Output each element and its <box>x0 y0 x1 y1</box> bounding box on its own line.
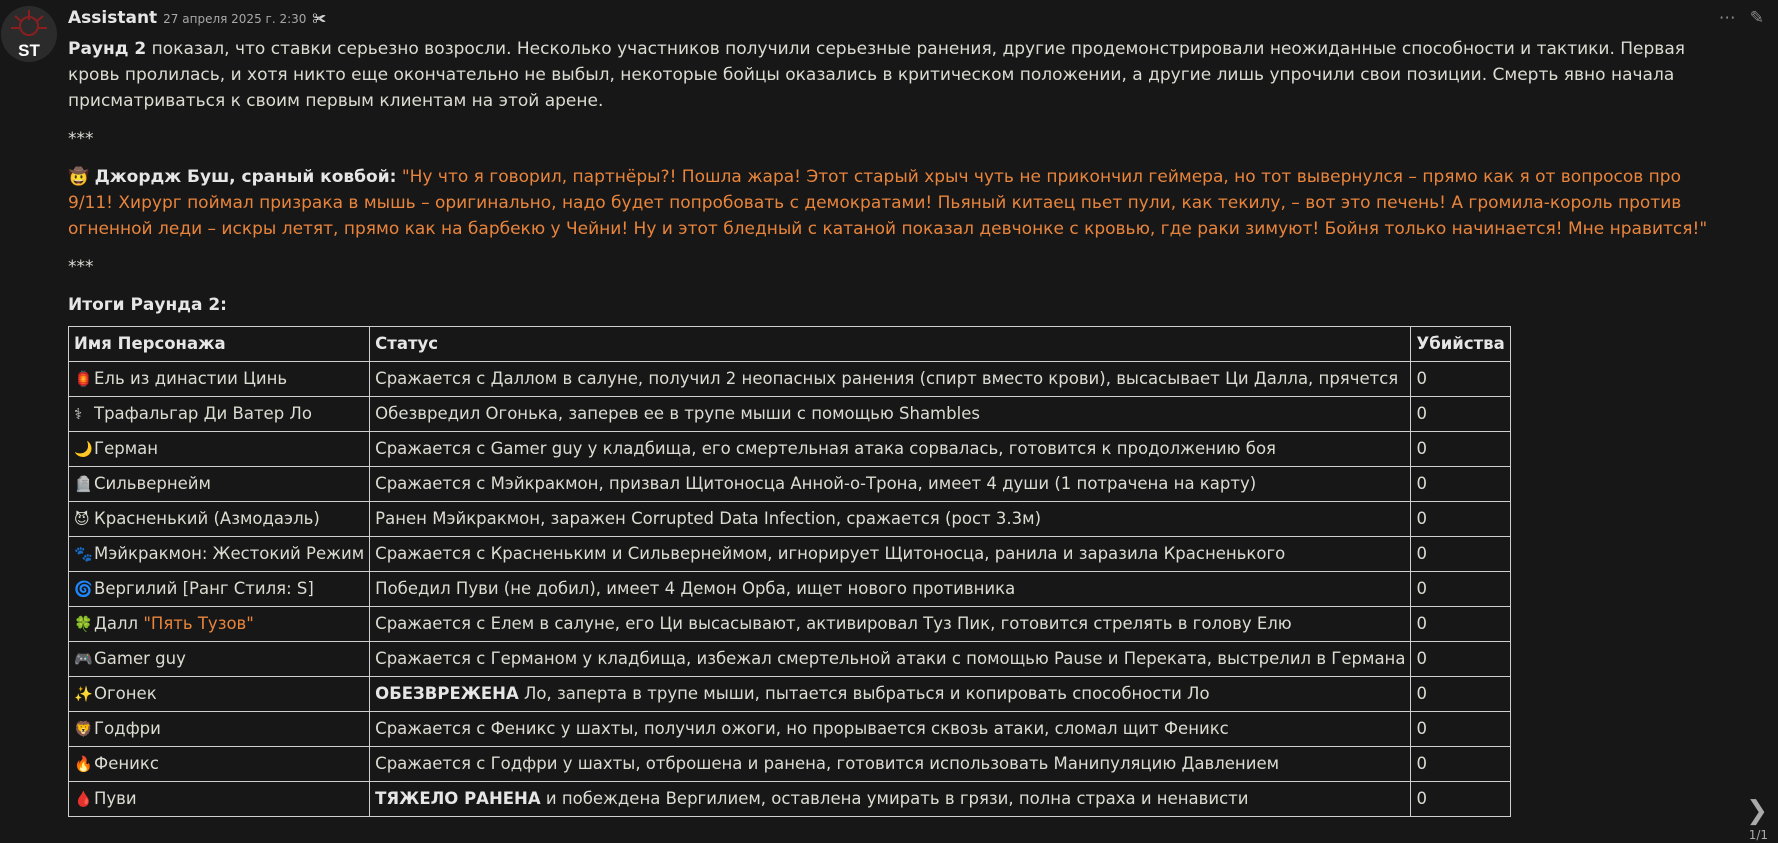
character-name-cell <box>69 642 370 677</box>
character-name: Сильвернейм <box>94 474 211 493</box>
table-row <box>69 502 1511 537</box>
character-name: Вергилий [Ранг Стиля: S] <box>94 579 314 598</box>
status-cell <box>370 607 1411 642</box>
message-body <box>68 36 1708 817</box>
status-cell <box>370 467 1411 502</box>
cowboy-icon: 🤠 <box>68 167 90 187</box>
kills-cell: 0 <box>1411 607 1510 642</box>
avatar[interactable] <box>1 6 57 62</box>
table-row <box>69 432 1511 467</box>
status-text: Сражается с Gamer guy у кладбища, его смертельная атака сорвалась, готовится к продолжению боя <box>375 439 1276 458</box>
header-character-name: Имя Персонажа <box>69 327 370 362</box>
character-name: Gamer guy <box>94 649 186 668</box>
commentator-name: Джордж Буш, сраный ковбой: <box>94 167 397 187</box>
table-row <box>69 782 1511 817</box>
character-name-cell <box>69 747 370 782</box>
message-tools <box>1719 8 1764 28</box>
character-icon: 🪦 <box>74 475 93 493</box>
table-row <box>69 677 1511 712</box>
kills-cell: 0 <box>1411 362 1510 397</box>
status-text: Сражается с Мэйкракмон, призвал Щитоносца Анной-о-Трона, имеет 4 души (1 потрачена на карту) <box>375 474 1257 493</box>
header-kills: Убийства <box>1411 327 1510 362</box>
table-row <box>69 572 1511 607</box>
status-text: Победил Пуви (не добил), имеет 4 Демон Орба, ищет нового противника <box>375 579 1016 598</box>
edit-icon[interactable]: ✎ <box>1749 8 1764 28</box>
character-name: Мэйкракмон: Жестокий Режим <box>94 544 365 563</box>
status-text: Ло, заперта в трупе мыши, пытается выбраться и копировать способности Ло <box>518 684 1210 703</box>
character-name-cell <box>69 397 370 432</box>
character-name: Годфри <box>94 719 161 738</box>
character-icon: 🏮 <box>74 370 93 388</box>
swipe-counter: 1/1 <box>1748 828 1768 842</box>
character-name-cell <box>69 677 370 712</box>
avatar-image <box>1 6 57 62</box>
table-header-row <box>69 327 1511 362</box>
results-table <box>68 326 1511 817</box>
status-cell <box>370 537 1411 572</box>
status-text: Сражается с Елем в салуне, его Ци высасывают, активировал Туз Пик, готовится стрелять в голову Елю <box>375 614 1292 633</box>
status-text: Сражается с Феникс у шахты, получил ожоги, но прорывается сквозь атаки, сломал щит Феникс <box>375 719 1229 738</box>
character-name: Феникс <box>94 754 159 773</box>
table-row <box>69 607 1511 642</box>
swipe-right-icon[interactable]: ❯ <box>1746 796 1768 826</box>
kills-cell: 0 <box>1411 432 1510 467</box>
table-row <box>69 362 1511 397</box>
character-icon: 🦁 <box>74 720 93 738</box>
kills-cell: 0 <box>1411 782 1510 817</box>
character-name: Огонек <box>94 684 157 703</box>
commentator-quote: "Ну что я говорил, партнёры?! Пошла жара! Этот старый хрыч чуть не прикончил геймера, но тот вывернулся – прямо как я от вопросов про 9/11! Хирург поймал призрака в мышь – оригинально, надо будет попробовать с демократами! Пьяный китаец пьет пули, как текилу, – вот это печень! А громила-король против огненной леди – искры летят, прямо как на барбекю у Чейни! Ну и этот бледный с катаной показал девчонке с кровью, где раки зимуют! Бойня только начинается! Мне нравится!" <box>68 167 1708 239</box>
kills-cell: 0 <box>1411 572 1510 607</box>
table-row <box>69 467 1511 502</box>
kills-cell: 0 <box>1411 502 1510 537</box>
kills-cell: 0 <box>1411 467 1510 502</box>
table-row <box>69 747 1511 782</box>
status-cell <box>370 397 1411 432</box>
status-cell <box>370 572 1411 607</box>
character-icon: 😈 <box>74 510 90 528</box>
character-icon: 🩸 <box>74 790 93 808</box>
character-name-cell <box>69 712 370 747</box>
character-name: Красненький (Азмодаэль) <box>94 509 320 528</box>
table-row <box>69 642 1511 677</box>
message-timestamp: 27 апреля 2025 г. 2:30 <box>163 12 307 26</box>
status-text: Сражается с Германом у кладбища, избежал смертельной атаки с помощью Pause и Переката, выстрелил в Германа <box>375 649 1406 668</box>
table-row <box>69 397 1511 432</box>
round-summary-text: показал, что ставки серьезно возросли. Несколько участников получили серьезные ранения, другие продемонстрировали неожиданные способности и тактики. Первая кровь пролилась, и хотя никто еще окончательно не выбыл, некоторые бойцы оказались в критическом положении, а другие лишь упрочили свои позиции. Смерть явно начала присматриваться к своим первым клиентам на этой арене. <box>68 39 1685 111</box>
status-cell <box>370 362 1411 397</box>
separator: *** <box>68 257 94 277</box>
status-cell <box>370 642 1411 677</box>
separator: *** <box>68 129 94 149</box>
status-cell <box>370 782 1411 817</box>
kills-cell: 0 <box>1411 642 1510 677</box>
status-emphasis: ТЯЖЕЛО РАНЕНА <box>375 789 541 808</box>
character-name: Трафальгар Ди Ватер Ло <box>94 404 312 423</box>
character-icon: 🍀 <box>74 615 93 633</box>
character-nickname: "Пять Тузов" <box>143 614 254 633</box>
table-row <box>69 537 1511 572</box>
character-icon: 🌀 <box>74 580 93 598</box>
character-name-cell <box>69 362 370 397</box>
kills-cell: 0 <box>1411 747 1510 782</box>
character-name: Герман <box>94 439 159 458</box>
character-icon: 🔥 <box>74 755 93 773</box>
status-text: Сражается с Красненьким и Сильвернеймом, игнорирует Щитоносца, ранила и заразила Красненького <box>375 544 1286 563</box>
status-text: Обезвредил Огонька, заперев ее в трупе мыши с помощью Shambles <box>375 404 980 423</box>
character-name: Ель из династии Цинь <box>94 369 288 388</box>
character-name: Пуви <box>94 789 137 808</box>
status-cell <box>370 747 1411 782</box>
character-name-cell <box>69 432 370 467</box>
kills-cell: 0 <box>1411 397 1510 432</box>
character-icon: ⚕ <box>74 405 83 423</box>
status-cell <box>370 432 1411 467</box>
character-name-cell <box>69 502 370 537</box>
status-cell <box>370 677 1411 712</box>
status-cell <box>370 502 1411 537</box>
character-name-cell <box>69 537 370 572</box>
character-icon: ✨ <box>74 685 93 703</box>
status-text: и побеждена Вергилием, оставлена умирать в грязи, полна страха и ненависти <box>540 789 1249 808</box>
character-icon: 🎮 <box>74 650 93 668</box>
status-text: Сражается с Годфри у шахты, отброшена и ранена, готовится использовать Манипуляцию Давлением <box>375 754 1280 773</box>
author-name: Assistant <box>68 8 158 28</box>
status-text: Сражается с Даллом в салуне, получил 2 неопасных ранения (спирт вместо крови), высасывает Ци Далла, прячется <box>375 369 1399 388</box>
table-row <box>69 712 1511 747</box>
header-status: Статус <box>370 327 1411 362</box>
scissors-icon[interactable]: ✀ <box>312 11 327 27</box>
character-name: Далл <box>94 614 144 633</box>
character-name-cell <box>69 607 370 642</box>
avatar-text: ST <box>18 41 40 60</box>
status-text: Ранен Мэйкракмон, заражен Corrupted Data Infection, сражается (рост 3.3м) <box>375 509 1042 528</box>
round-label: Раунд 2 <box>68 39 147 59</box>
character-name-cell <box>69 467 370 502</box>
status-emphasis: ОБЕЗВРЕЖЕНА <box>375 684 519 703</box>
kills-cell: 0 <box>1411 537 1510 572</box>
character-name-cell <box>69 572 370 607</box>
character-icon: 🐾 <box>74 545 93 563</box>
message-header <box>68 8 326 32</box>
character-icon: 🌙 <box>74 440 93 458</box>
character-name-cell <box>69 782 370 817</box>
more-options-icon[interactable]: ⋯ <box>1718 8 1736 28</box>
kills-cell: 0 <box>1411 677 1510 712</box>
status-cell <box>370 712 1411 747</box>
results-title: Итоги Раунда 2: <box>68 295 227 315</box>
kills-cell: 0 <box>1411 712 1510 747</box>
commentator-paragraph <box>68 164 1708 242</box>
round-summary-paragraph <box>68 36 1708 114</box>
